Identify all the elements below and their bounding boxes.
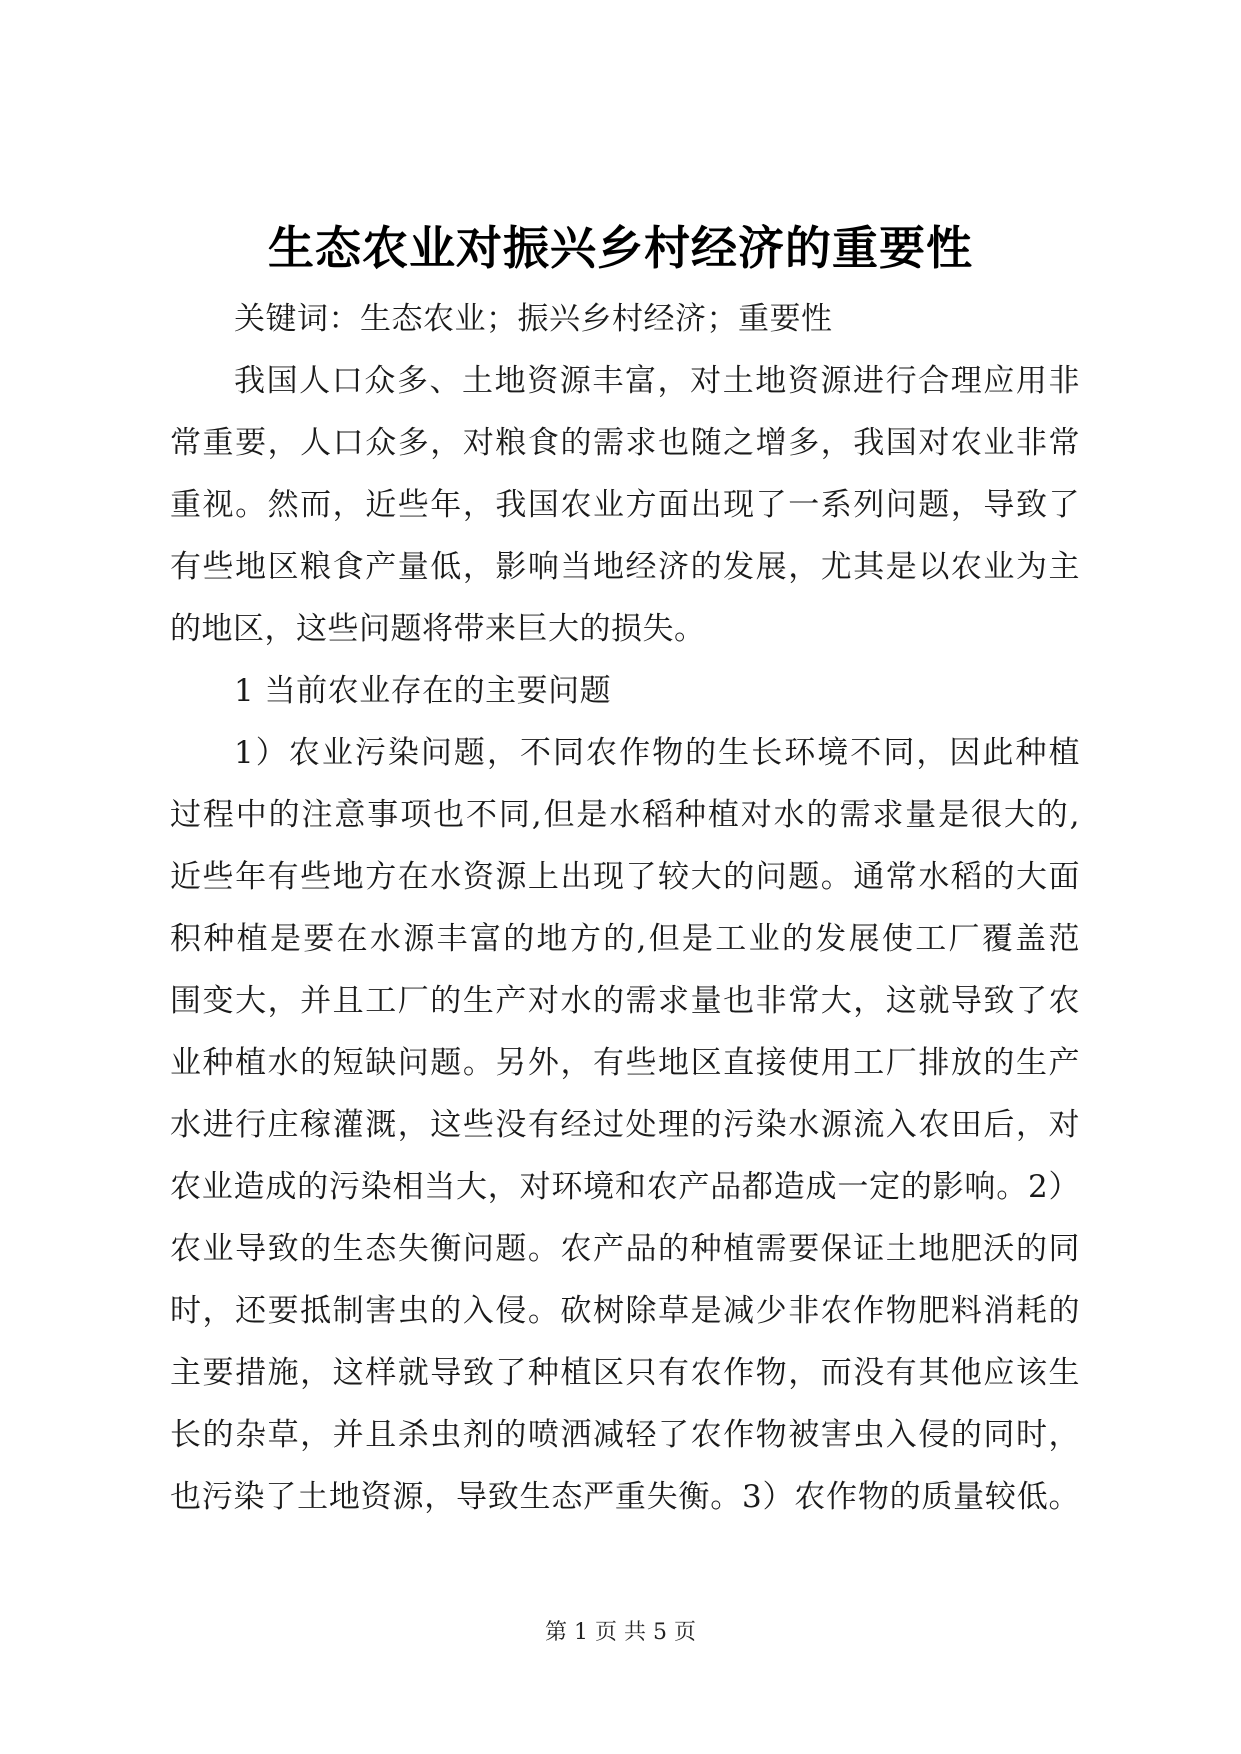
document-body <box>170 288 1080 1528</box>
paragraph-line: 农业导致的生态失衡问题。农产品的种植需要保证土地肥沃的同 <box>170 1231 1080 1267</box>
keywords-line: 关键词：生态农业；振兴乡村经济；重要性 <box>234 301 833 337</box>
section-heading: 1 当前农业存在的主要问题 <box>234 673 612 709</box>
paragraph-line: 水进行庄稼灌溉，这些没有经过处理的污染水源流入农田后，对 <box>170 1107 1080 1143</box>
paragraph-line: 业种植水的短缺问题。另外，有些地区直接使用工厂排放的生产 <box>170 1045 1080 1081</box>
paragraph-line: 长的杂草，并且杀虫剂的喷洒减轻了农作物被害虫入侵的同时， <box>170 1417 1080 1453</box>
paragraph-line: 农业造成的污染相当大，对环境和农产品都造成一定的影响。2） <box>170 1169 1080 1205</box>
document-title: 生态农业对振兴乡村经济的重要性 <box>268 221 973 275</box>
paragraph-line: 有些地区粮食产量低，影响当地经济的发展，尤其是以农业为主 <box>170 549 1080 585</box>
paragraph-line: 近些年有些地方在水资源上出现了较大的问题。通常水稻的大面 <box>170 859 1080 895</box>
paragraph-line: 时，还要抵制害虫的入侵。砍树除草是减少非农作物肥料消耗的 <box>170 1293 1080 1329</box>
paragraph-line: 我国人口众多、土地资源丰富，对土地资源进行合理应用非 <box>234 363 1080 399</box>
paragraph-line: 常重要，人口众多，对粮食的需求也随之增多，我国对农业非常 <box>170 425 1080 461</box>
paragraph-line: 1）农业污染问题，不同农作物的生长环境不同，因此种植 <box>234 735 1080 771</box>
paragraph-line: 围变大，并且工厂的生产对水的需求量也非常大，这就导致了农 <box>170 983 1080 1019</box>
paragraph-line: 主要措施，这样就导致了种植区只有农作物，而没有其他应该生 <box>170 1355 1080 1391</box>
paragraph-line: 的地区，这些问题将带来巨大的损失。 <box>170 611 706 647</box>
paragraph-line: 积种植是要在水源丰富的地方的,但是工业的发展使工厂覆盖范 <box>170 921 1080 957</box>
paragraph-line: 也污染了土地资源，导致生态严重失衡。3）农作物的质量较低。 <box>170 1479 1080 1515</box>
paragraph-line: 过程中的注意事项也不同,但是水稻种植对水的需求量是很大的, <box>170 797 1080 833</box>
paragraph-line: 重视。然而，近些年，我国农业方面出现了一系列问题，导致了 <box>170 487 1080 523</box>
page-number-footer: 第 1 页 共 5 页 <box>545 1620 696 1645</box>
